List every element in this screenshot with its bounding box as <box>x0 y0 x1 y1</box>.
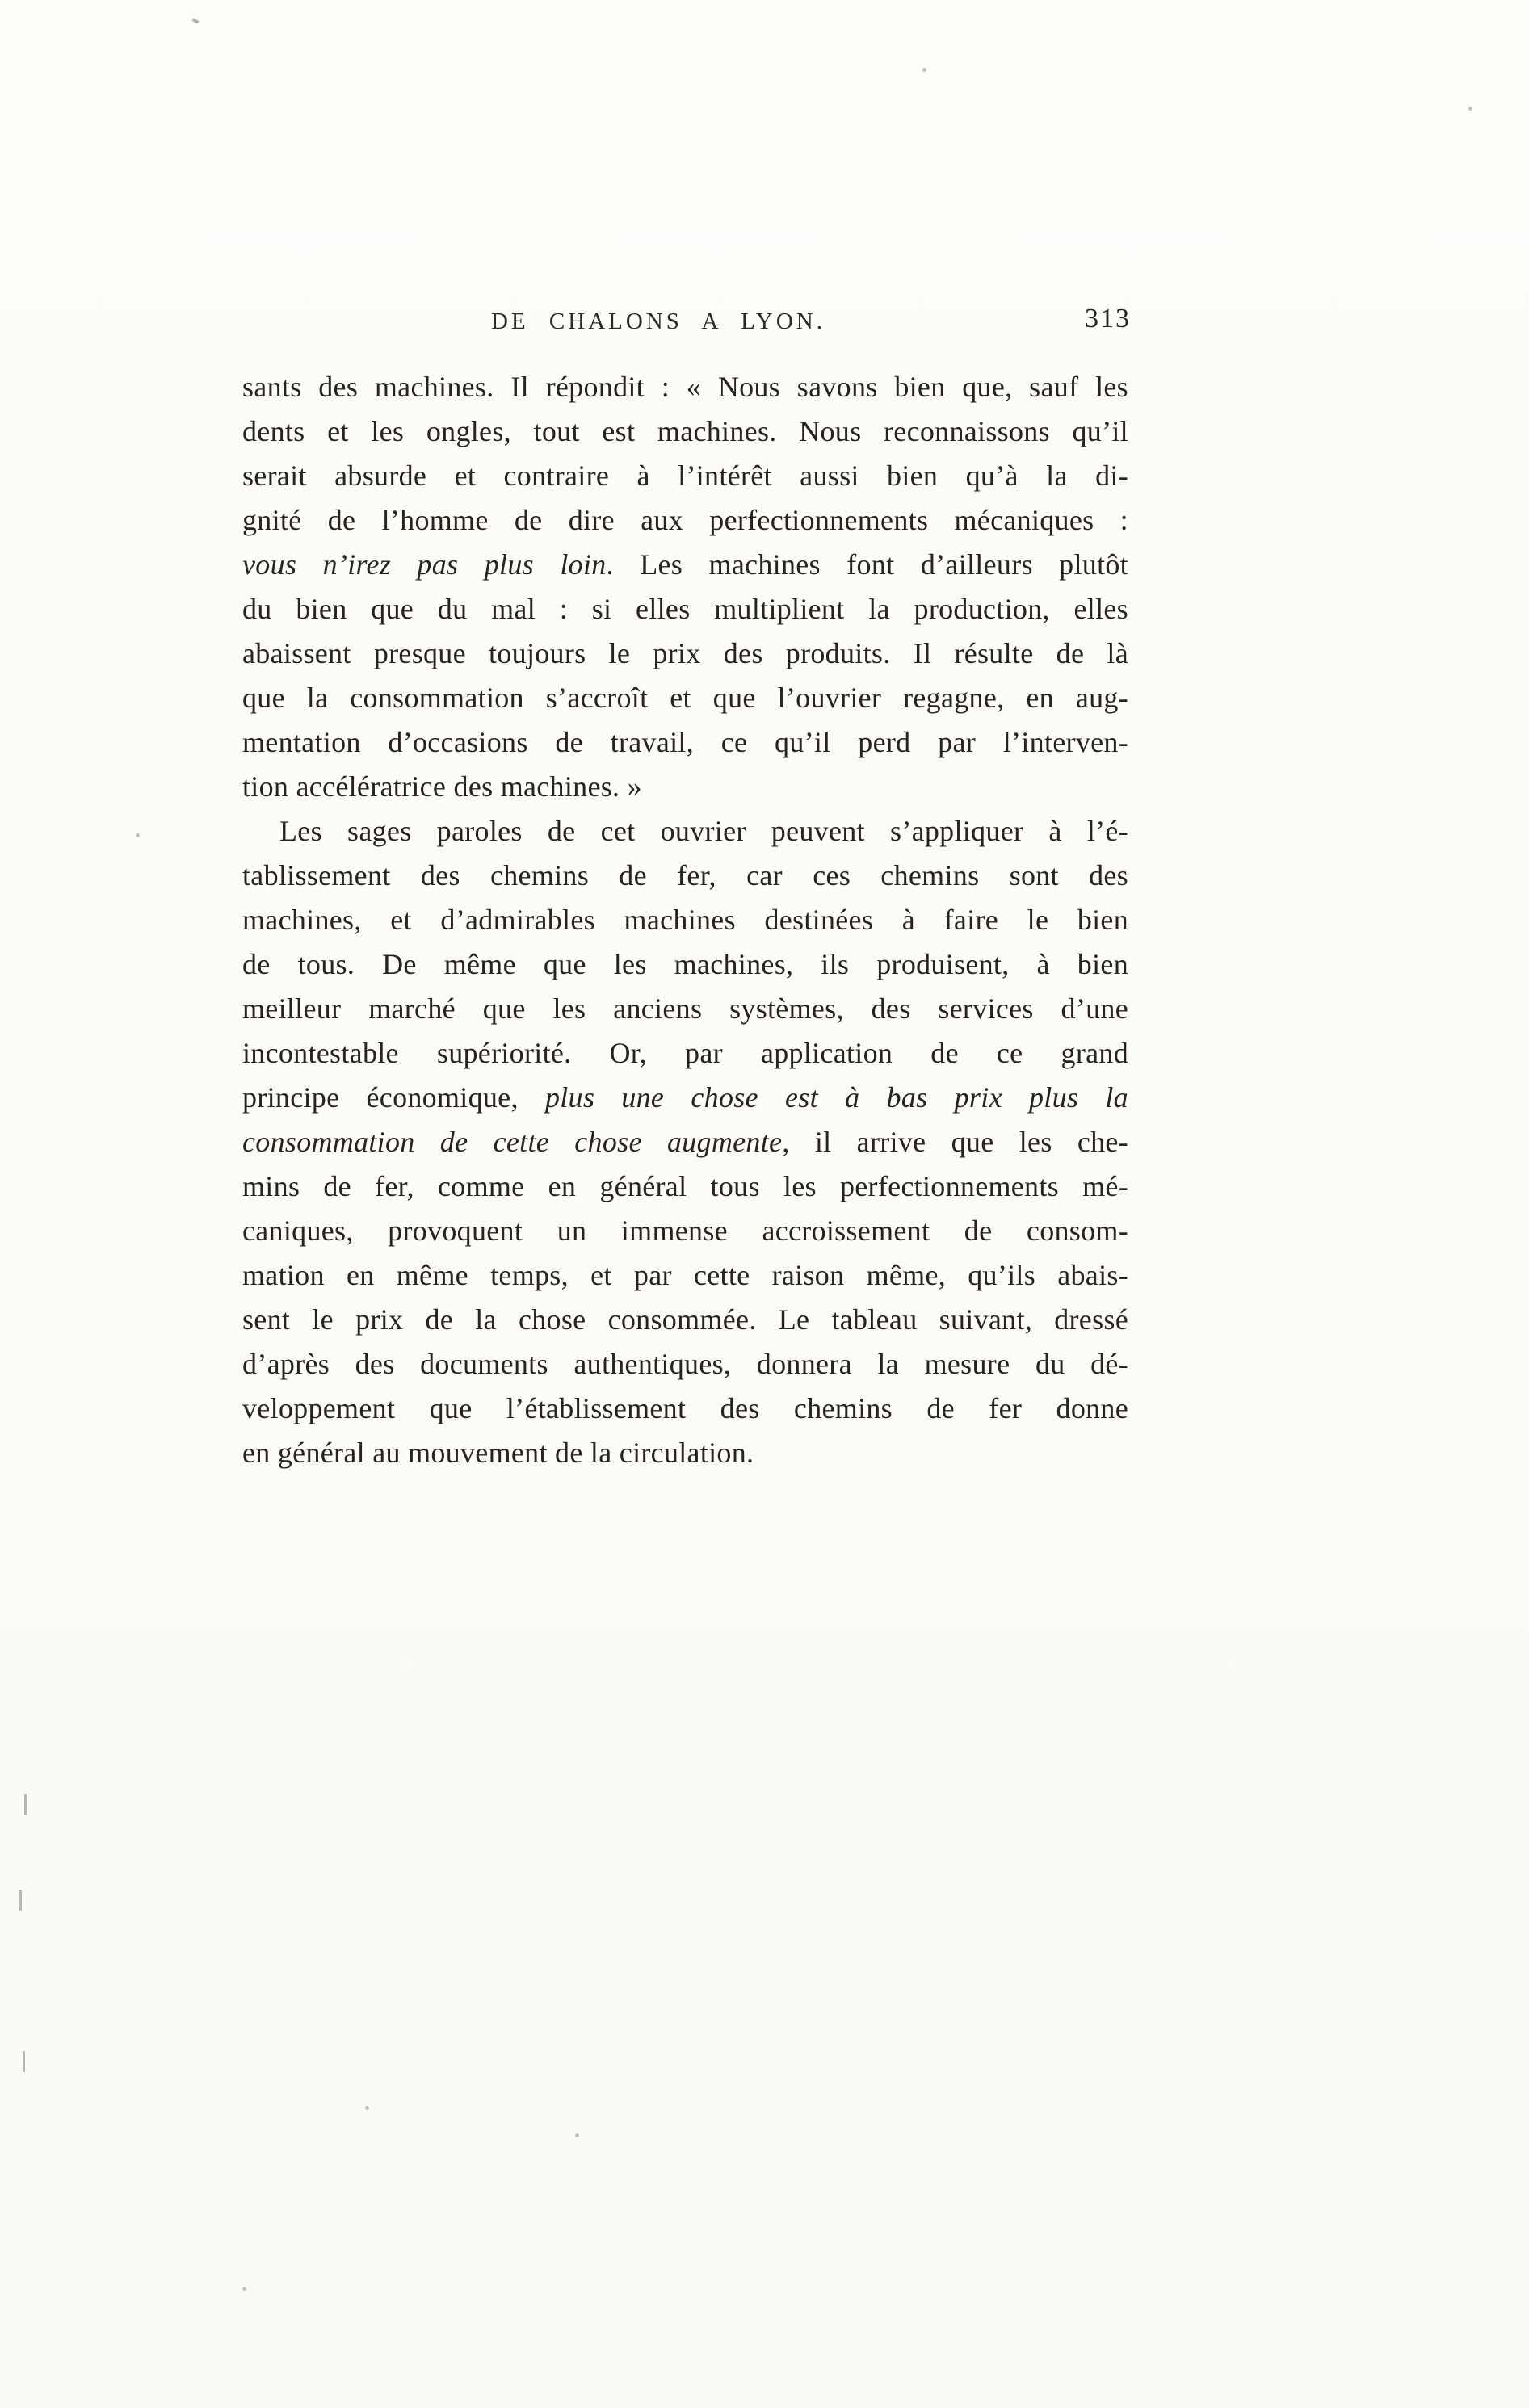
scan-speck <box>575 2133 579 2137</box>
body-text: serait absurde et contraire à l’intérêt aussi bien qu’à la di- <box>242 459 1128 492</box>
text-line <box>242 1076 1128 1120</box>
text-line <box>242 854 1128 898</box>
paragraph <box>242 809 1128 1475</box>
body-text: mation en même temps, et par cette raison même, qu’ils abais- <box>242 1259 1128 1291</box>
body-text: mentation d’occasions de travail, ce qu’il perd par l’interven- <box>242 726 1128 758</box>
scan-speck <box>136 833 140 837</box>
text-line <box>242 1431 1128 1475</box>
body-text: . Les machines font d’ailleurs plutôt <box>606 548 1128 581</box>
body-text: d’après des documents authentiques, donnera la mesure du dé- <box>242 1348 1128 1380</box>
text-line <box>242 1342 1128 1386</box>
body-text: en général au mouvement de la circulation. <box>242 1437 754 1469</box>
scan-speck <box>242 2287 246 2291</box>
body-text: dents et les ongles, tout est machines. Nous reconnaissons qu’il <box>242 415 1128 447</box>
scan-speck <box>1468 107 1472 111</box>
body-text: sent le prix de la chose consommée. Le tableau suivant, dressé <box>242 1303 1128 1336</box>
scan-speck <box>922 68 926 72</box>
body-text: veloppement que l’établissement des chemins de fer donne <box>242 1392 1128 1424</box>
text-line <box>242 631 1128 676</box>
text-line <box>242 765 1128 809</box>
body-text: principe économique, <box>242 1081 545 1114</box>
text-line <box>242 454 1128 498</box>
text-line <box>242 1164 1128 1209</box>
italic-text: consommation de cette chose augmente <box>242 1126 783 1158</box>
text-line <box>242 1209 1128 1253</box>
body-text: machines, et d’admirables machines destinées à faire le bien <box>242 904 1128 936</box>
text-line <box>242 587 1128 631</box>
body-text: meilleur marché que les anciens systèmes, des services d’une <box>242 992 1128 1025</box>
page-number: 313 <box>1085 304 1131 334</box>
body-text: tion accélératrice des machines. » <box>242 770 642 803</box>
text-line <box>242 1120 1128 1164</box>
text-line <box>242 676 1128 720</box>
body-text: incontestable supériorité. Or, par application de ce grand <box>242 1037 1128 1069</box>
scan-speck <box>19 1890 22 1911</box>
page-header <box>242 304 1131 346</box>
text-line <box>242 809 1128 854</box>
body-text: abaissent presque toujours le prix des produits. Il résulte de là <box>242 637 1128 669</box>
body-text: , il arrive que les che- <box>782 1126 1128 1158</box>
body-text: du bien que du mal : si elles multiplient la production, elles <box>242 593 1128 625</box>
body-text: caniques, provoquent un immense accroissement de consom- <box>242 1214 1128 1247</box>
body-text: gnité de l’homme de dire aux perfectionnements mécaniques : <box>242 504 1128 536</box>
text-line <box>242 942 1128 987</box>
italic-text: plus une chose est à bas prix plus la <box>544 1081 1128 1114</box>
text-line <box>242 898 1128 942</box>
text-line <box>242 1253 1128 1298</box>
text-line <box>242 1298 1128 1342</box>
running-title: DE CHALONS A LYON. <box>491 308 825 334</box>
text-line <box>242 543 1128 587</box>
scan-speck <box>24 1794 27 1815</box>
scan-speck <box>365 2106 369 2110</box>
body-text: Les sages paroles de cet ouvrier peuvent s’appliquer à l’é- <box>279 815 1128 847</box>
scan-speck <box>192 18 200 23</box>
paragraph <box>242 365 1128 809</box>
body-text: mins de fer, comme en général tous les perfectionnements mé- <box>242 1170 1128 1202</box>
text-line <box>242 987 1128 1031</box>
text-line <box>242 1031 1128 1076</box>
scan-speck <box>23 2051 25 2072</box>
page-body <box>242 365 1128 1475</box>
body-text: tablissement des chemins de fer, car ces chemins sont des <box>242 859 1128 891</box>
text-line <box>242 409 1128 454</box>
text-line <box>242 365 1128 409</box>
text-line <box>242 720 1128 765</box>
text-line <box>242 498 1128 543</box>
text-line <box>242 1386 1128 1431</box>
body-text: sants des machines. Il répondit : « Nous savons bien que, sauf les <box>242 371 1128 403</box>
italic-text: vous n’irez pas plus loin <box>242 548 607 581</box>
body-text: que la consommation s’accroît et que l’ouvrier regagne, en aug- <box>242 682 1128 714</box>
body-text: de tous. De même que les machines, ils produisent, à bien <box>242 948 1128 980</box>
